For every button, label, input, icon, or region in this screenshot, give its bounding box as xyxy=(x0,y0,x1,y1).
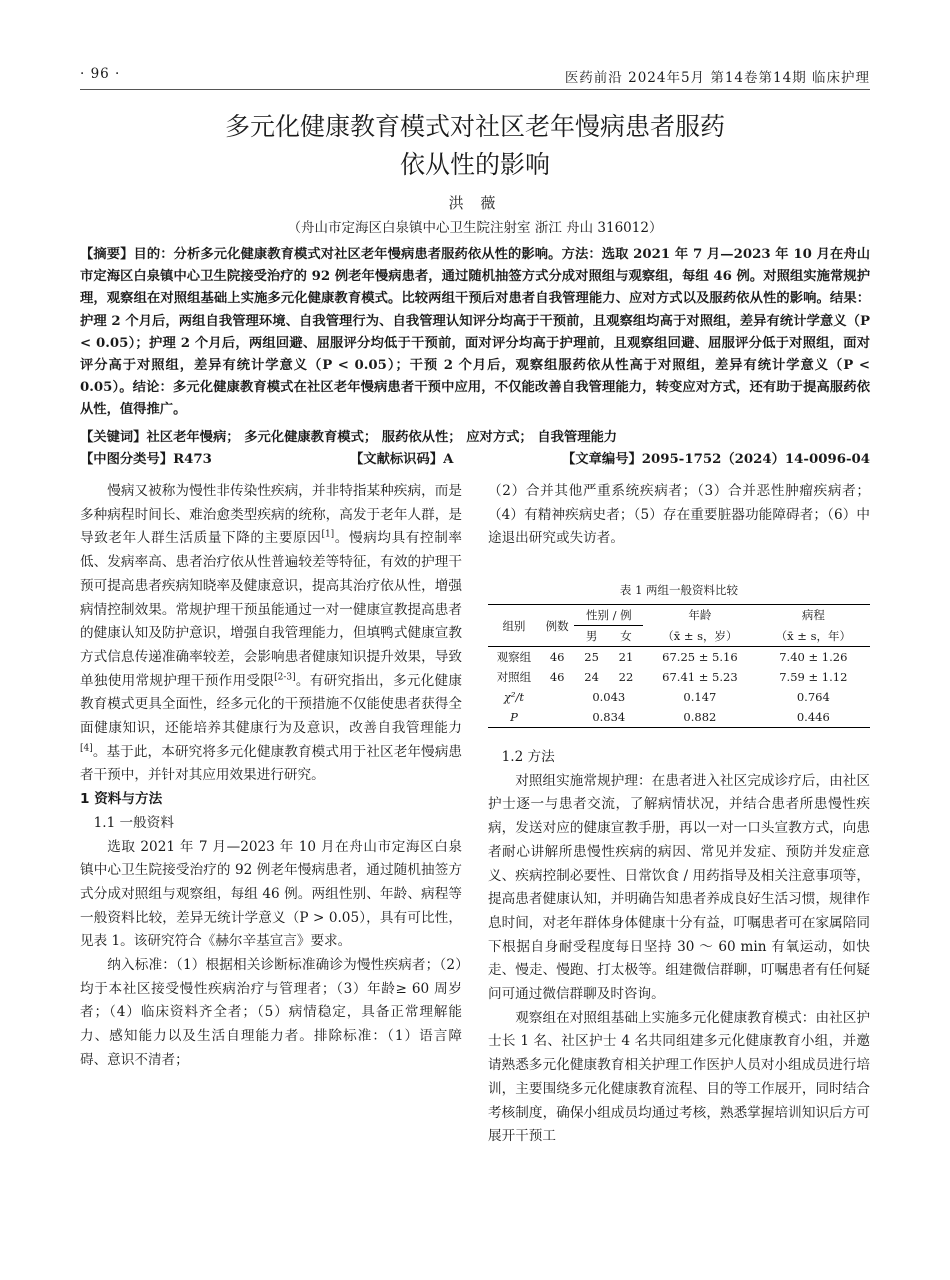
observation-group-paragraph: 观察组在对照组基础上实施多元化健康教育模式：由社区护士长 1 名、社区护士 4 名共同组建多元化健康教育小组，并邀请熟悉多元化健康教育相关护理工作医护人员对小组成员进行培训，主要围绕多元化健康教育流程、目的等工作展开，同时结合考核制度，确保小组成员均通过考核，熟悉掌握培训知识后方可展开干预工 xyxy=(488,1009,870,1145)
left-column xyxy=(80,480,462,1073)
conclusion-label: 结论： xyxy=(132,380,173,396)
keywords-label: 【关键词】 xyxy=(80,430,147,445)
journal-info: 医药前沿 2024年5月 第14卷第14期 临床护理 xyxy=(564,70,870,86)
control-group-paragraph: 对照组实施常规护理：在患者进入社区完成诊疗后，由社区护士逐一与患者交流，了解病情状况，并结合患者所患慢性疾病，发送对应的健康宣教手册，再以一对一口头宣教方式，向患者耐心讲解所患慢性疾病的病因、常见并发症、预防并发症意义、疾病控制必要性、日常饮食 / 用药指导及相关注意事项等，提高患者健康认知，并明确告知患者养成良好生活习惯，规律作息时间，对老年群体身体健康十分有益，叮嘱患者可在家属陪同下根据自身耐受程度每日坚持 30 ～ 60 min 有氧运动，如快走、慢走、慢跑、打太极等。组建微信群聊，叮嘱患者有任何疑问可通过微信群聊及时咨询。 xyxy=(488,772,870,1003)
purpose-label: 目的： xyxy=(133,247,174,262)
th-group: 组别 xyxy=(488,605,540,647)
table-row: P 0.834 0.882 0.446 xyxy=(488,707,870,728)
page-number: · 96 · xyxy=(80,66,121,82)
header-rule xyxy=(80,89,870,90)
th-age: 年龄 xyxy=(643,605,757,626)
article-number: 【文章编号】2095-1752（2024）14-0096-04 xyxy=(562,452,870,467)
abstract-label: 【摘要】 xyxy=(80,247,134,262)
table-row: 对照组 46 24 22 67.41 ± 5.23 7.59 ± 1.12 xyxy=(496,670,848,684)
table-row: 观察组 46 25 21 67.25 ± 5.16 7.40 ± 1.26 xyxy=(496,650,848,664)
criteria-paragraph: 纳入标准：（1）根据相关诊断标准确诊为慢性疾病者；（2）均于本社区接受慢性疾病治疗与管理者；（3）年龄≥ 60 周岁者；（4）临床资料齐全者；（5）病情稳定，具备正常理解能力、感知能力以及生活自理能力者。排除标准：（1）语言障碍、意识不清者； xyxy=(80,957,462,1068)
th-course-unit: （x̄ ± s，年） xyxy=(757,626,870,647)
table-row: χ²/t 0.043 0.147 0.764 xyxy=(503,690,830,704)
result-label: 结果： xyxy=(829,291,871,307)
exclusion-continuation: （2）合并其他严重系统疾病者；（3）合并恶性肿瘤疾病者；（4）有精神疾病史者；（5）存在重要脏器功能障碍者；（6）中途退出研究或失访者。 xyxy=(488,483,870,547)
title-line-1: 多元化健康教育模式对社区老年慢病患者服药 xyxy=(224,112,725,141)
th-sex: 性别 / 例 xyxy=(574,605,643,626)
title-line-2: 依从性的影响 xyxy=(399,150,550,179)
clc-number: 【中图分类号】R473 xyxy=(80,452,212,467)
method-label: 方法： xyxy=(561,247,602,262)
th-age-unit: （x̄ ± s，岁） xyxy=(643,626,757,647)
method-text: 选取 2021 年 7 月—2023 年 10 月在舟山市定海区白泉镇中心卫生院接受治疗的 92 例老年慢病患者，通过随机抽签方式分成对照组与观察组，每组 46 例。对照组实施常规护理，观察组在对照组基础上实施多元化健康教育模式。比较两组干预后对患者自我管理能力、应对方式以及服药依从性的影响。 xyxy=(80,247,871,307)
abstract xyxy=(80,244,870,422)
general-data-paragraph: 选取 2021 年 7 月—2023 年 10 月在舟山市定海区白泉镇中心卫生院接受治疗的 92 例老年慢病患者，通过随机抽签方式分成对照组与观察组，每组 46 例。两组性别、年龄、病程等一般资料比较，差异无统计学意义（P > 0.05），具有可比性，见表 1。该研究符合《赫尔辛基宣言》要求。 xyxy=(80,838,462,950)
running-header xyxy=(80,62,870,88)
result-text: 护理 2 个月后，两组自我管理环境、自我管理行为、自我管理认知评分均高于干预前，且观察组均高于对照组，差异有统计学意义（P < 0.05）；护理 2 个月后，两组回避、屈服评分均低于干预前，面对评分均高于护理前，且观察组回避、屈服评分低于对照组，面对评分高于对照组，差异有统计学意义（P < 0.05）；干预 2 个月后，观察组服药依从性高于对照组，差异有统计学意义（P < 0.05）。 xyxy=(80,313,870,396)
conclusion-text: 多元化健康教育模式在社区老年慢病患者干预中应用，不仅能改善自我管理能力，转变应对方式，还有助于提高服药依从性，值得推广。 xyxy=(80,380,871,418)
th-male: 男 xyxy=(574,626,608,647)
author: 洪 薇 xyxy=(448,194,502,212)
keywords xyxy=(80,426,870,445)
paper-title xyxy=(0,108,950,184)
affiliation: （舟山市定海区白泉镇中心卫生院注射室 浙江 舟山 316012） xyxy=(287,220,663,236)
table-caption: 表 1 两组一般资料比较 xyxy=(619,583,739,597)
citation: [2-3] xyxy=(274,672,296,683)
th-course: 病程 xyxy=(757,605,870,626)
right-column-top xyxy=(488,480,870,551)
subsection-heading: 1.2 方法 xyxy=(501,749,555,765)
subsection-heading: 1.1 一般资料 xyxy=(93,814,174,831)
keywords-text: 社区老年慢病； 多元化健康教育模式； 服药依从性； 应对方式； 自我管理能力 xyxy=(146,430,618,445)
citation: [1] xyxy=(321,529,335,540)
th-female: 女 xyxy=(609,626,643,647)
right-column-bottom xyxy=(488,746,870,1149)
table-1 xyxy=(488,582,870,728)
citation: [4] xyxy=(80,743,93,754)
data-table xyxy=(488,604,870,728)
intro-paragraph: 慢病又被称为慢性非传染性疾病，并非特指某种疾病，而是多种病程时间长、难治愈类型疾病的统称，高发于老年人群，是导致老年人群生活质量下降的主要原因[1]。慢病均具有控制率低、发病率高、患者治疗依从性普遍较差等特征，有效的护理干预可提高患者疾病知晓率及健康意识，提高其治疗依从性，增强病情控制效果。常规护理干预虽能通过一对一健康宣教提高患者的健康认知及防护意识，增强自我管理能力，但填鸭式健康宣教方式信息传递准确率较差，会影响患者健康知识提升效果，导致单独使用常规护理干预作用受限[2-3]。有研究指出，多元化健康教育模式更具全面性，经多元化的干预措施不仅能使患者获得全面健康知识，还能培养其健康行为及意识，改善自我管理能力[4]。基于此，本研究将多元化健康教育模式用于社区老年慢病患者干预中，并针对其应用效果进行研究。 xyxy=(80,483,463,784)
document-code: 【文献标识码】A xyxy=(350,452,454,467)
th-cases: 例数 xyxy=(540,605,575,647)
section-heading: 1 资料与方法 xyxy=(80,791,163,808)
purpose-text: 分析多元化健康教育模式对社区老年慢病患者服药依从性的影响。 xyxy=(173,247,562,262)
